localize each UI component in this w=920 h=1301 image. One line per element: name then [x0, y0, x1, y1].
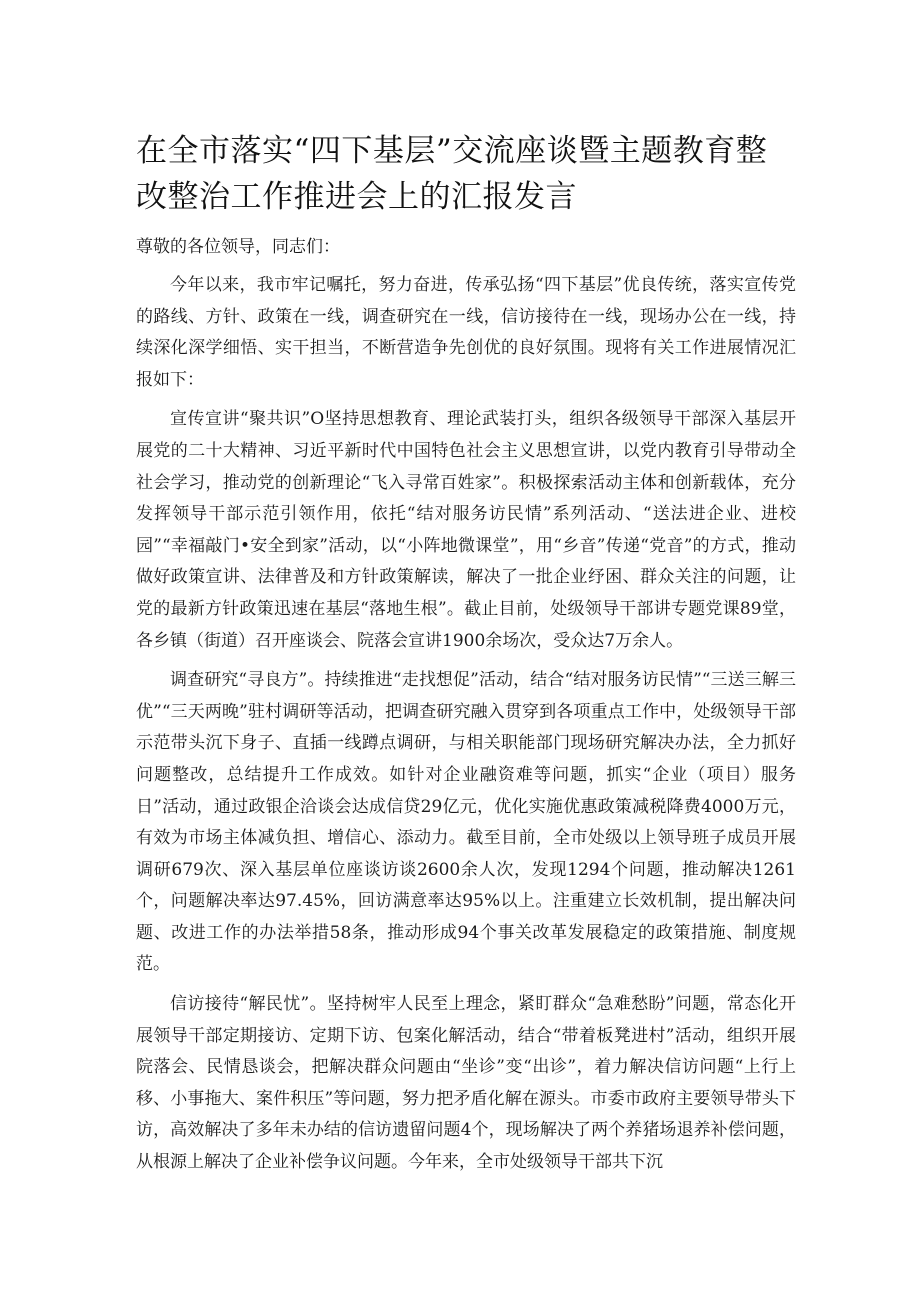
document-body	[136, 232, 796, 1187]
paragraph-intro: 今年以来，我市牢记嘱托，努力奋进，传承弘扬“四下基层”优良传统，落实宣传党的路线、方针、政策在一线，调查研究在一线，信访接待在一线，现场办公在一线，持续深化深学细悟、实干担当，不断营造争先创优的良好氛围。现将有关工作进展情况汇报如下：	[136, 275, 796, 390]
document-title: 在全市落实“四下基层”交流座谈暨主题教育整改整治工作推进会上的汇报发言	[136, 133, 768, 215]
paragraph-petitions: 信访接待“解民忧”。坚持树牢人民至上理念，紧盯群众“急难愁盼”问题，常态化开展领导干部定期接访、定期下访、包案化解活动，结合“带着板凳进村”活动，组织开展院落会、民情恳谈会，把解决群众问题由“坐诊”变“出诊”，着力解决信访问题“上行上移、小事拖大、案件积压”等问题，努力把矛盾化解在源头。市委市政府主要领导带头下访，高效解决了多年未办结的信访遗留问题4个，现场解决了两个养猪场退养补偿问题，从根源上解决了企业补偿争议问题。今年来，全市处级领导干部共下沉	[136, 994, 796, 1173]
paragraph-publicity: 宣传宣讲“聚共识”O坚持思想教育、理论武装打头，组织各级领导干部深入基层开展党的二十大精神、习近平新时代中国特色社会主义思想宣讲，以党内教育引导带动全社会学习，推动党的创新理论“飞入寻常百姓家”。积极探索活动主体和创新载体，充分发挥领导干部示范引领作用，依托“结对服务访民情”系列活动、“送法进企业、进校园”“幸福敲门•安全到家”活动，以“小阵地微课堂”，用“乡音”传递“党音”的方式，推动做好政策宣讲、法律普及和方针政策解读，解决了一批企业纾困、群众关注的问题，让党的最新方针政策迅速在基层“落地生根”。截止目前，处级领导干部讲专题党课89堂，各乡镇（街道）召开座谈会、院落会宣讲1900余场次，受众达7万余人。	[136, 409, 796, 651]
paragraph-research: 调查研究“寻良方”。持续推进“走找想促”活动，结合“结对服务访民情”“三送三解三优”“三天两晚”驻村调研等活动，把调查研究融入贯穿到各项重点工作中，处级领导干部示范带头沉下身子、直插一线蹲点调研，与相关职能部门现场研究解决办法，全力抓好问题整改，总结提升工作成效。如针对企业融资难等问题，抓实“企业（项目）服务日”活动，通过政银企洽谈会达成信贷29亿元，优化实施优惠政策减税降费4000万元，有效为市场主体减负担、增信心、添动力。截至目前，全市处级以上领导班子成员开展调研679次、深入基层单位座谈访谈2600余人次，发现1294个问题，推动解决1261个，问题解决率达97.45%，回访满意率达95%以上。注重建立长效机制，提出解决问题、改进工作的办法举措58条，推动形成94个事关改革发展稳定的政策措施、制度规范。	[136, 670, 796, 975]
salutation: 尊敬的各位领导，同志们：	[136, 237, 340, 257]
